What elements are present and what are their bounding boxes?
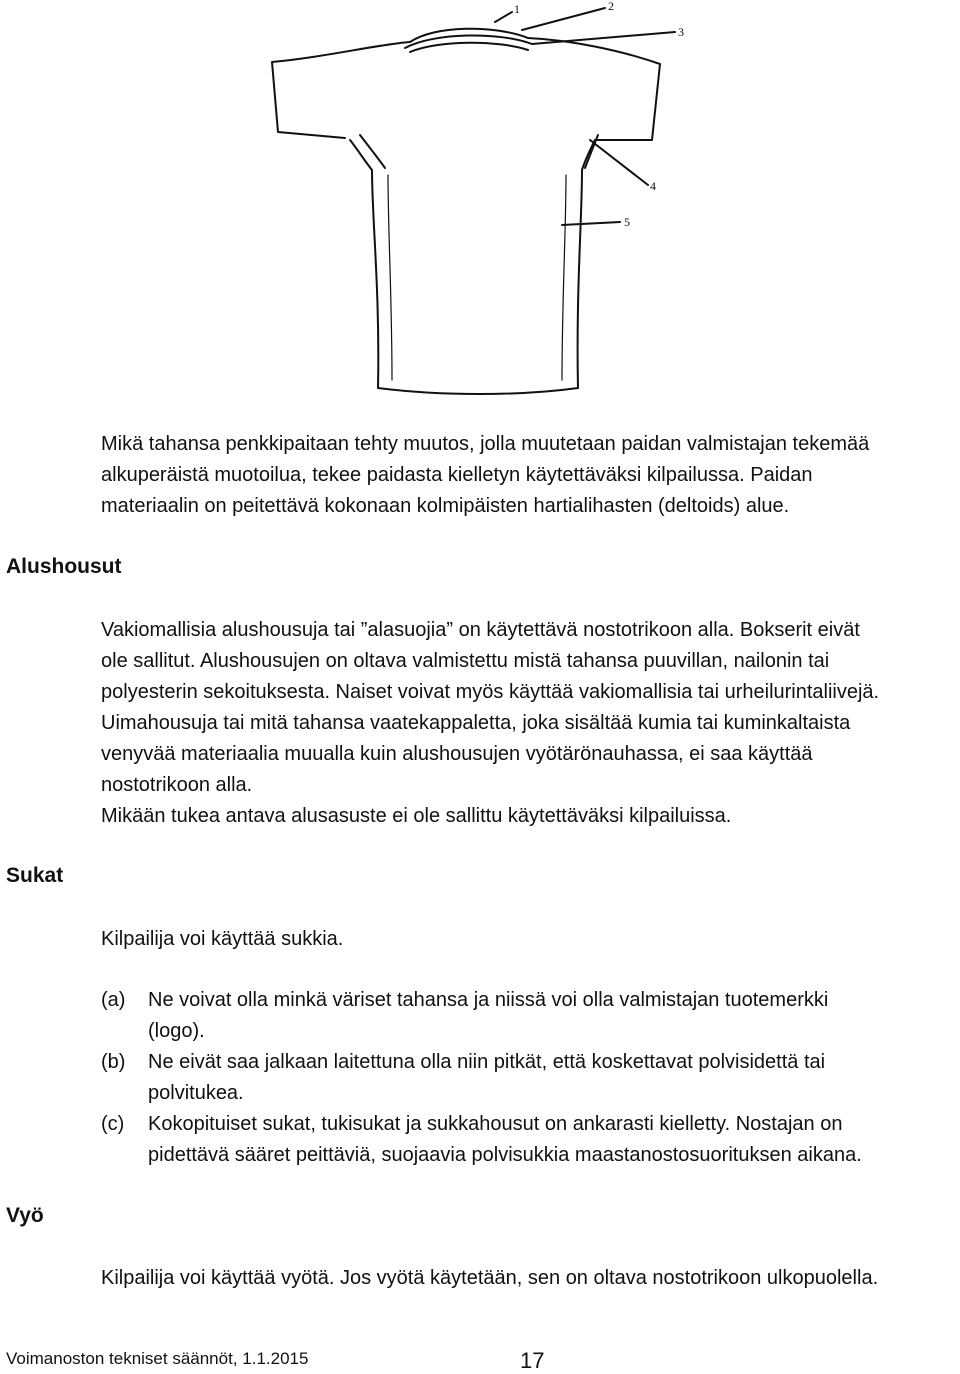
text-line: pidettävä sääret peittäviä, suojaavia polvisukkia maastanostosuorituksen aikana. xyxy=(148,1144,862,1166)
text-line: polvitukea. xyxy=(148,1082,244,1104)
list-marker: (a) xyxy=(101,989,126,1011)
list-marker: (b) xyxy=(101,1051,126,1073)
callout-1: 1 xyxy=(514,2,520,16)
list-marker: (c) xyxy=(101,1113,125,1135)
text-line: Uimahousuja tai mitä tahansa vaatekappaletta, joka sisältää kumia tai kuminkaltaista xyxy=(101,712,851,734)
page-number: 17 xyxy=(520,1348,545,1373)
text-line: Ne voivat olla minkä väriset tahansa ja niissä voi olla valmistajan tuotemerkki xyxy=(148,989,829,1011)
text-line: nostotrikoon alla. xyxy=(101,774,253,796)
heading-vyo: Vyö xyxy=(6,1204,44,1227)
text-line: polyesterin sekoituksesta. Naiset voivat myös käyttää vakiomallisia tai urheilurintaliivejä. xyxy=(101,681,880,703)
bench-shirt-illustration xyxy=(260,0,684,400)
shirt-paragraph xyxy=(101,429,953,522)
callout-5: 5 xyxy=(624,215,630,229)
text-line: alkuperäistä muotoilua, tekee paidasta kielletyn käytettäväksi kilpailussa. Paidan xyxy=(101,464,813,486)
footer-source: Voimanoston tekniset säännöt, 1.1.2015 xyxy=(6,1349,309,1368)
heading-sukat: Sukat xyxy=(6,864,64,887)
callout-3: 3 xyxy=(678,25,684,39)
text-line: Kokopituiset sukat, tukisukat ja sukkahousut on ankarasti kielletty. Nostajan on xyxy=(148,1113,843,1135)
text-line: venyvää materiaalia muualla kuin alushousujen vyötärönauhassa, ei saa käyttää xyxy=(101,743,813,765)
text-line: (logo). xyxy=(148,1020,205,1042)
text-line: ole sallitut. Alushousujen on oltava valmistettu mistä tahansa puuvillan, nailonin tai xyxy=(101,650,830,672)
text-line: Ne eivät saa jalkaan laitettuna olla niin pitkät, että koskettavat polvisidettä tai xyxy=(148,1051,826,1073)
sukat-intro: Kilpailija voi käyttää sukkia. xyxy=(101,928,344,950)
callout-4: 4 xyxy=(650,179,656,193)
vyo-paragraph: Kilpailija voi käyttää vyötä. Jos vyötä käytetään, sen on oltava nostotrikoon ulkopuolella. xyxy=(101,1267,879,1289)
text-line: Vakiomallisia alushousuja tai ”alasuojia” on käytettävä nostotrikoon alla. Bokserit eivät xyxy=(101,619,860,641)
alushousut-paragraph xyxy=(101,615,953,832)
callout-2: 2 xyxy=(608,0,614,13)
text-line: Mikään tukea antava alusasuste ei ole sallittu käytettäväksi kilpailuissa. xyxy=(101,805,732,827)
text-line: materiaalin on peitettävä kokonaan kolmipäisten hartialihasten (deltoids) alue. xyxy=(101,495,790,517)
text-line: Mikä tahansa penkkipaitaan tehty muutos, jolla muutetaan paidan valmistajan tekemää xyxy=(101,433,870,455)
heading-alushousut: Alushousut xyxy=(6,555,122,578)
